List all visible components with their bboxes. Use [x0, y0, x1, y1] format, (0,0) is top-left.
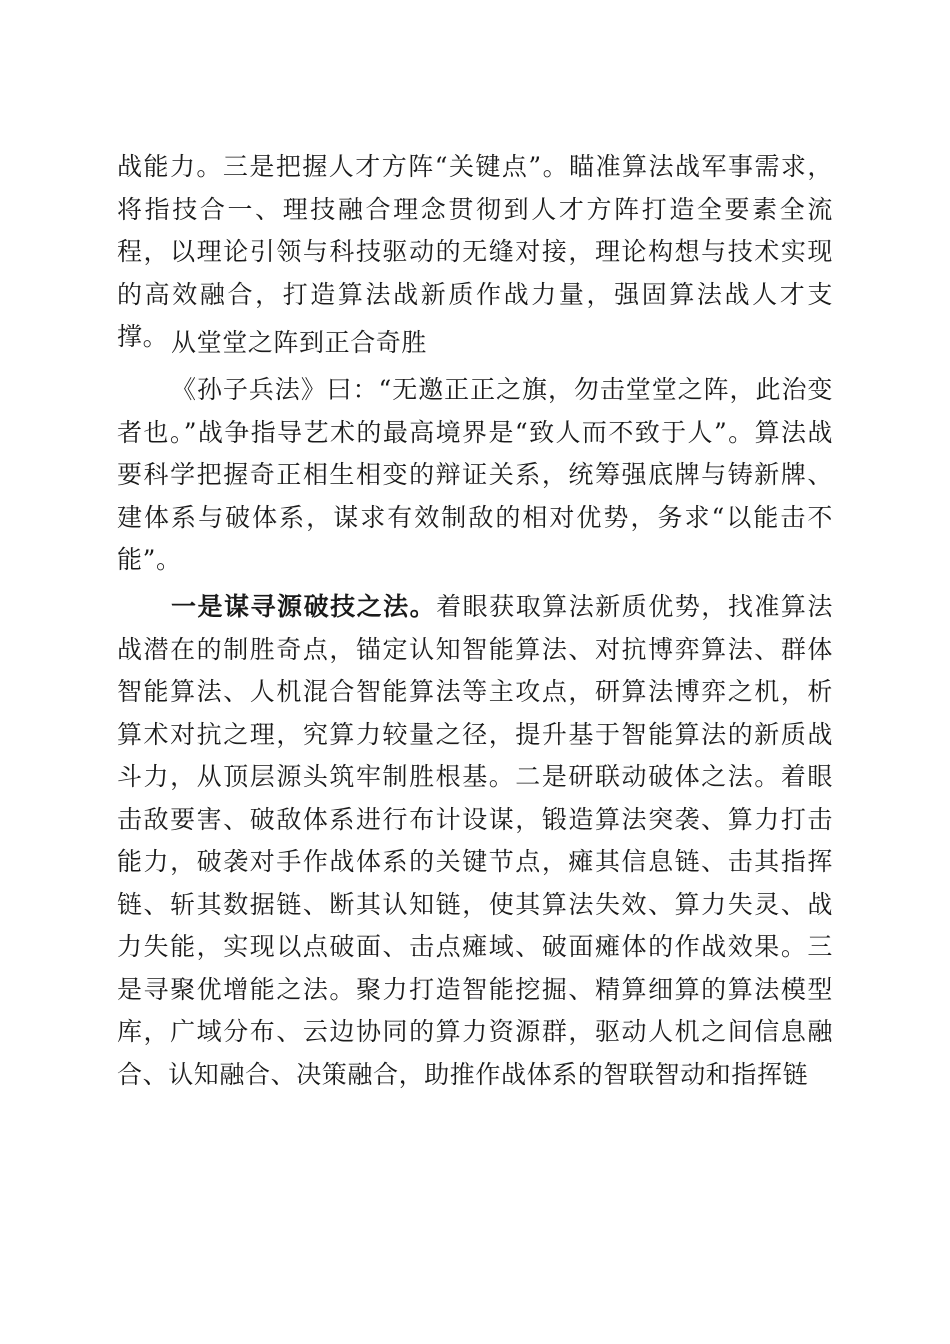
paragraph-2: 《孙子兵法》曰：“无邀正正之旗，勿击堂堂之阵，此治变者也。”战争指导艺术的最高境界是“致人而不致于人”。算法战要科学把握奇正相生相变的辩证关系，统筹强底牌与铸新牌、建体系与破体系，谋求有效制敌的相对优势，务求“以能击不能”。 — [117, 375, 833, 574]
section-heading: 从堂堂之阵到正合奇胜 — [171, 328, 428, 357]
paragraph-3-body: 着眼获取算法新质优势，找准算法战潜在的制胜奇点，锚定认知智能算法、对抗博弈算法、群体智能算法、人机混合智能算法等主攻点，研算法博弈之机，析算术对抗之理，究算力较量之径，提升基于智能算法的新质战斗力，从顶层源头筑牢制胜根基。二是研联动破体之法。着眼击敌要害、破敌体系进行布计设谋，锻造算法突袭、算力打击能力，破袭对手作战体系的关键节点，瘫其信息链、击其指挥链、斩其数据链、断其认知链，使其算法失效、算力失灵、战力失能，实现以点破面、击点瘫域、破面瘫体的作战效果。三是寻聚优增能之法。聚力打造智能挖掘、精算细算的算法模型库，广域分布、云边协同的算力资源群，驱动人机之间信息融合、认知融合、决策融合，助推作战体系的智联智动和指挥链 — [117, 592, 833, 1089]
paragraph-3 — [117, 586, 833, 1096]
paragraph-3-lead: 一是谋寻源破技之法。 — [171, 592, 437, 621]
paragraph-1: 战能力。三是把握人才方阵“关键点”。瞄准算法战军事需求，将指技合一、理技融合理念贯彻到人才方阵打造全要素全流程，以理论引领与科技驱动的无缝对接，理论构想与技术实现的高效融合，打造算法战新质作战力量，强固算法战人才支撑。 — [117, 152, 833, 351]
